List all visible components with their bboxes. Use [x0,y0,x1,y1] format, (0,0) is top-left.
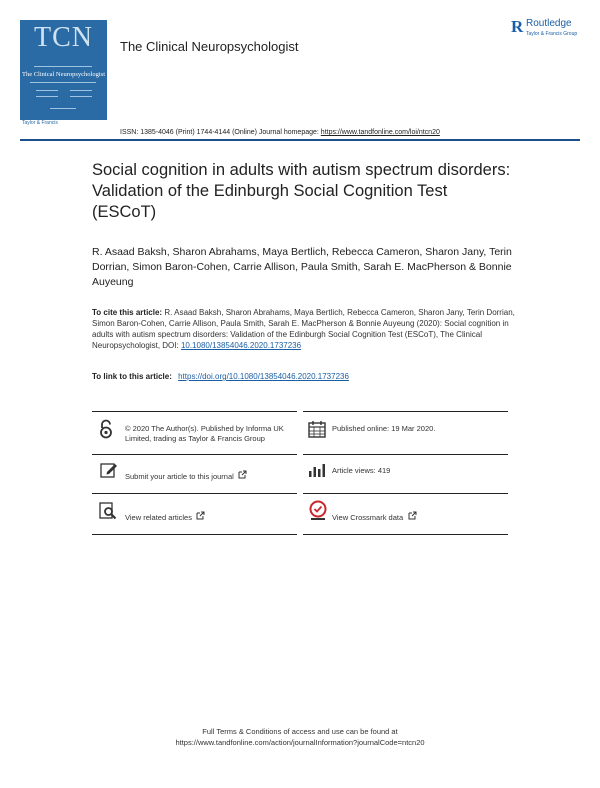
article-authors: R. Asaad Baksh, Sharon Abrahams, Maya Bertlich, Rebecca Cameron, Sharon Jany, Terin Dorrian, Simon Baron-Cohen, Carrie Allison, Paula Smith, Sarah E. MacPherson & Bonnie Auyeung [92,246,512,288]
publisher-mark: Taylor & Francis [22,120,58,126]
info-bottom-rule-right [303,534,508,535]
related-articles-link[interactable] [125,507,300,525]
crossmark-label: View Crossmark data [332,513,404,522]
bar-chart-icon [308,461,326,479]
doi-link[interactable]: 10.1080/13854046.2020.1737236 [180,341,302,350]
related-articles-label: View related articles [125,513,192,522]
published-date: Published online: 19 Mar 2020. [332,424,436,433]
issn-line [120,129,440,136]
citation-text: R. Asaad Baksh, Sharon Abrahams, Maya Bertlich, Rebecca Cameron, Sharon Jany, Terin Dorrian, Simon Baron-Cohen, Carrie Allison, Paula Smith, Sarah E. MacPherson & Bonnie Auyeung (2020): Social cognition in adults with autism spectrum disorders: Validation of the Edinburgh Social Cognition Test (ESCoT), The Clinical Neuropsychologist, DOI: [92,308,515,350]
submit-article-link[interactable] [125,466,300,484]
cover-rule [30,82,96,83]
link-line [92,372,349,381]
info-bottom-rule-left [92,534,297,535]
article-title: Social cognition in adults with autism spectrum disorders: Validation of the Edinburgh Social Cognition Test (ESCoT) [92,161,511,221]
publisher-subtitle: Taylor & Francis Group [526,31,578,37]
cover-title: TCN [34,22,93,53]
info-rule [92,493,297,494]
link-label: To link to this article: [92,372,172,381]
citation-block [92,307,522,351]
copyright-notice: © 2020 The Author(s). Published by Informa UK Limited, trading as Taylor & Francis Group [125,424,284,443]
terms-link[interactable]: https://www.tandfonline.com/action/journalInformation?journalCode=ntcn20 [175,738,425,747]
issn-text: ISSN: 1385-4046 (Print) 1744-4144 (Online) Journal homepage: [120,129,319,136]
journal-name[interactable]: The Clinical Neuropsychologist [120,39,299,54]
cover-rule [50,108,76,109]
external-link-icon [408,511,417,520]
terms-footer [100,726,500,748]
cover-rule [34,66,92,67]
publisher-name: Routledge [526,18,572,29]
search-icon [99,502,117,520]
cover-rule [70,96,92,97]
article-link[interactable]: https://doi.org/10.1080/13854046.2020.1737236 [178,372,349,381]
cite-label: To cite this article: [92,308,163,317]
article-views: Article views: 419 [332,466,391,475]
cover-rule [70,90,92,91]
submit-article-label: Submit your article to this journal [125,472,234,481]
external-link-icon [196,511,205,520]
edit-icon [100,461,118,479]
crossmark-icon [309,500,327,518]
header-divider [20,139,580,141]
info-top-rule-left [92,411,297,412]
calendar-icon [308,420,326,438]
journal-cover [20,20,107,120]
crossmark-link[interactable] [332,507,502,525]
journal-homepage-link[interactable]: https://www.tandfonline.com/loi/ntcn20 [320,129,440,136]
cover-rule [36,90,58,91]
cover-subtitle: The Clinical Neuropsychologist [21,71,106,78]
info-top-rule-right [303,411,508,412]
info-rule [92,454,297,455]
terms-text: Full Terms & Conditions of access and use can be found at [202,727,398,736]
routledge-icon: R [511,17,524,36]
external-link-icon [238,470,247,479]
open-access-icon [97,419,115,437]
info-rule [303,493,508,494]
cover-rule [36,96,58,97]
info-rule [303,454,508,455]
